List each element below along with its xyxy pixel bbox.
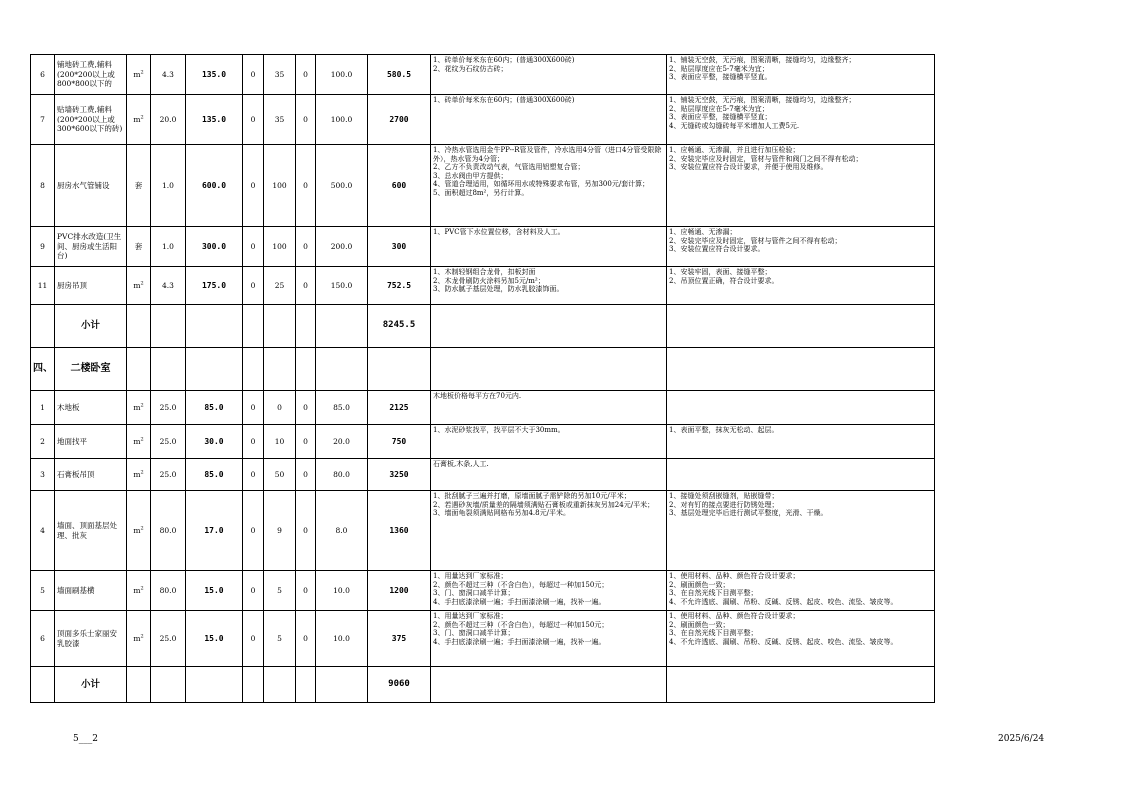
page-number: 5___2 <box>73 734 98 744</box>
item-name: PVC排水改造(卫生间、厨房或生活阳台) <box>55 227 127 267</box>
row-total: 2125 <box>368 391 431 425</box>
quantity: 25.0 <box>151 459 186 491</box>
unit: $m^2$ <box>127 425 151 459</box>
labor-cost: 8.0 <box>316 491 368 571</box>
unit: $m^2$ <box>127 95 151 145</box>
machine-cost: 0 <box>296 425 316 459</box>
item-name: 石膏板吊顶 <box>55 459 127 491</box>
table-row <box>31 425 935 459</box>
quote-table <box>30 54 935 703</box>
unit-price: 30.0 <box>186 425 243 459</box>
row-number: 8 <box>31 145 55 227</box>
unit: 套 <box>127 227 151 267</box>
unit: $m^2$ <box>127 267 151 305</box>
unit: $m^2$ <box>127 611 151 667</box>
unit-price: 15.0 <box>186 611 243 667</box>
section-number: 四、 <box>31 348 55 391</box>
material-cost: 0 <box>243 95 264 145</box>
labor-cost: 85.0 <box>316 391 368 425</box>
section-row <box>31 348 935 391</box>
item-name: 墙面刷基横 <box>55 571 127 611</box>
description: 石膏板,木条,人工. <box>431 459 667 491</box>
aux-cost: 35 <box>264 95 296 145</box>
quantity: 4.3 <box>151 55 186 95</box>
aux-cost: 10 <box>264 425 296 459</box>
item-name: 顶面多乐士家丽安乳胶漆 <box>55 611 127 667</box>
row-number: 2 <box>31 425 55 459</box>
quality-requirement <box>667 459 935 491</box>
quality-requirement: 1、接缝处须刮嵌缝剂，贴嵌缝带； 2、对有钉的接点要进行防锈处理； 3、基层处理完毕后进行测试平整度，光滑、干燥。 <box>667 491 935 571</box>
table-row <box>31 227 935 267</box>
subtotal-value: 8245.5 <box>368 305 431 348</box>
item-name: 墙面、顶面基层处理、批灰 <box>55 491 127 571</box>
row-number: 11 <box>31 267 55 305</box>
print-date: 2025/6/24 <box>998 734 1045 744</box>
labor-cost: 100.0 <box>316 55 368 95</box>
material-cost: 0 <box>243 425 264 459</box>
machine-cost: 0 <box>296 267 316 305</box>
table-row <box>31 95 935 145</box>
quantity: 80.0 <box>151 491 186 571</box>
unit-price: 300.0 <box>186 227 243 267</box>
unit: $m^2$ <box>127 491 151 571</box>
quality-requirement: 1、铺装无空鼓，无污痕，图案清晰，接缝均匀，边缘整齐； 2、贴层厚度应在5-7毫米为宜； 3、表面应平整，接缝横平竖直。 <box>667 55 935 95</box>
subtotal-row-b <box>31 667 935 703</box>
aux-cost: 9 <box>264 491 296 571</box>
table-row <box>31 611 935 667</box>
quantity: 80.0 <box>151 571 186 611</box>
description: 1、水泥砂浆找平，找平层不大于30mm。 <box>431 425 667 459</box>
quality-requirement <box>667 391 935 425</box>
unit: $m^2$ <box>127 55 151 95</box>
machine-cost: 0 <box>296 95 316 145</box>
subtotal-label: 小计 <box>55 305 127 348</box>
machine-cost: 0 <box>296 227 316 267</box>
table-row <box>31 145 935 227</box>
aux-cost: 0 <box>264 391 296 425</box>
row-total: 1200 <box>368 571 431 611</box>
material-cost: 0 <box>243 611 264 667</box>
labor-cost: 10.0 <box>316 571 368 611</box>
material-cost: 0 <box>243 391 264 425</box>
machine-cost: 0 <box>296 145 316 227</box>
description: 1、冷热水管选用金牛PP--R管及管件，冷水选用4分管（进口4分管受限除外），热水管为4分管； 2、乙方不负责改动气表，气管选用铝塑复合管； 3、总水阀由甲方提供； 4、管道合理适用，如循环用水或特殊要求布管，另加300元/套计算； 5、面积超过8m²，另行计算。 <box>431 145 667 227</box>
labor-cost: 10.0 <box>316 611 368 667</box>
row-number: 5 <box>31 571 55 611</box>
row-number: 1 <box>31 391 55 425</box>
labor-cost: 80.0 <box>316 459 368 491</box>
unit-price: 175.0 <box>186 267 243 305</box>
quality-requirement: 1、应畅通、无渗漏，并且进行加压检验； 2、安装完毕应及时固定，管材与管件和阀门之间不得有松动； 3、安装位置应符合设计要求，并便于使用及维修。 <box>667 145 935 227</box>
row-total: 750 <box>368 425 431 459</box>
material-cost: 0 <box>243 145 264 227</box>
description: 木地板价格每平方在70元内. <box>431 391 667 425</box>
machine-cost: 0 <box>296 55 316 95</box>
quality-requirement: 1、应畅通、无渗漏； 2、安装完毕应及时固定，管材与管件之间不得有松动； 3、安装位置应符合设计要求。 <box>667 227 935 267</box>
material-cost: 0 <box>243 55 264 95</box>
aux-cost: 100 <box>264 145 296 227</box>
row-number: 9 <box>31 227 55 267</box>
quantity: 25.0 <box>151 611 186 667</box>
machine-cost: 0 <box>296 491 316 571</box>
description: 1、砖单价每米东在60内；(普通300X600砖) <box>431 95 667 145</box>
material-cost: 0 <box>243 459 264 491</box>
description: 1、用量达到厂家标准； 2、颜色不超过三种（不含白色），每超过一种加150元； 3、门、窗洞口减半计算； 4、手扫底漆涂刷一遍；手扫面漆涂刷一遍，找补一遍。 <box>431 571 667 611</box>
quality-requirement: 1、表面平整，抹灰无松动、起层。 <box>667 425 935 459</box>
row-number: 4 <box>31 491 55 571</box>
item-name: 厨房水气管铺设 <box>55 145 127 227</box>
description: 1、砖单价每米东在60内；(普通300X600砖) 2、花纹为石纹仿古砖； <box>431 55 667 95</box>
table-row <box>31 55 935 95</box>
quantity: 1.0 <box>151 227 186 267</box>
material-cost: 0 <box>243 491 264 571</box>
subtotal-row-a <box>31 305 935 348</box>
aux-cost: 5 <box>264 571 296 611</box>
machine-cost: 0 <box>296 459 316 491</box>
row-total: 300 <box>368 227 431 267</box>
table-row <box>31 391 935 425</box>
quantity: 4.3 <box>151 267 186 305</box>
row-number: 6 <box>31 611 55 667</box>
quantity: 20.0 <box>151 95 186 145</box>
labor-cost: 20.0 <box>316 425 368 459</box>
aux-cost: 35 <box>264 55 296 95</box>
subtotal-value: 9060 <box>368 667 431 703</box>
row-total: 752.5 <box>368 267 431 305</box>
unit: $m^2$ <box>127 391 151 425</box>
description: 1、PVC管下水位置位移，含材料及人工。 <box>431 227 667 267</box>
item-name: 木地板 <box>55 391 127 425</box>
material-cost: 0 <box>243 267 264 305</box>
table-row <box>31 267 935 305</box>
unit-price: 85.0 <box>186 391 243 425</box>
unit: $m^2$ <box>127 459 151 491</box>
quality-requirement: 1、安装牢固，表面、接缝平整； 2、吊顶位置正确，符合设计要求。 <box>667 267 935 305</box>
machine-cost: 0 <box>296 391 316 425</box>
quantity: 1.0 <box>151 145 186 227</box>
unit-price: 15.0 <box>186 571 243 611</box>
aux-cost: 100 <box>264 227 296 267</box>
row-total: 600 <box>368 145 431 227</box>
machine-cost: 0 <box>296 571 316 611</box>
section-title: 二楼卧室 <box>55 348 127 391</box>
table-row <box>31 571 935 611</box>
material-cost: 0 <box>243 571 264 611</box>
row-number: 6 <box>31 55 55 95</box>
quantity: 25.0 <box>151 391 186 425</box>
quality-requirement: 1、使用材料、品种、颜色符合设计要求； 2、刷面颜色一致； 3、在自然光线下目测平整； 4、不允许透底、漏刷、吊粉、反碱、反锈、起皮、咬色、流坠、皱皮等。 <box>667 571 935 611</box>
description: 1、批刮腻子三遍并打磨，原墙面腻子需铲除的另加10元/平米； 2、若遇砂灰墙/质量差的隔墙须满贴石膏板或重新抹灰另加24元/平米； 3、墙面龟裂须满贴网格布另加4.8元/平米。 <box>431 491 667 571</box>
row-total: 1360 <box>368 491 431 571</box>
item-name: 厨房吊顶 <box>55 267 127 305</box>
aux-cost: 50 <box>264 459 296 491</box>
unit-price: 135.0 <box>186 95 243 145</box>
row-total: 2700 <box>368 95 431 145</box>
machine-cost: 0 <box>296 611 316 667</box>
item-name: 铺地砖工费,辅料(200*200以上或800*800以下的 <box>55 55 127 95</box>
subtotal-label: 小计 <box>55 667 127 703</box>
unit: 套 <box>127 145 151 227</box>
table-row <box>31 491 935 571</box>
labor-cost: 100.0 <box>316 95 368 145</box>
description: 1、木制轻钢组合龙骨，扣板封面 2、木龙骨刷防火涂料另加5元/m²； 3、防水腻子基层处理，防水乳胶漆饰面。 <box>431 267 667 305</box>
quality-requirement: 1、铺装无空鼓，无污痕，图案清晰，接缝均匀，边缘整齐； 2、贴层厚度应在5-7毫米为宜； 3、表面应平整，接缝横平竖直； 4、无缝砖或勾缝砖每平米增加人工费5元. <box>667 95 935 145</box>
quantity: 25.0 <box>151 425 186 459</box>
row-total: 375 <box>368 611 431 667</box>
unit-price: 17.0 <box>186 491 243 571</box>
description: 1、用量达到厂家标准； 2、颜色不超过三种（不含白色），每超过一种加150元； 3、门、窗洞口减半计算； 4、手扫底漆涂刷一遍；手扫面漆涂刷一遍，找补一遍。 <box>431 611 667 667</box>
labor-cost: 500.0 <box>316 145 368 227</box>
aux-cost: 5 <box>264 611 296 667</box>
unit-price: 85.0 <box>186 459 243 491</box>
labor-cost: 200.0 <box>316 227 368 267</box>
quality-requirement: 1、使用材料、品种、颜色符合设计要求； 2、刷面颜色一致； 3、在自然光线下目测平整； 4、不允许透底、漏刷、吊粉、反碱、反锈、起皮、咬色、流坠、皱皮等。 <box>667 611 935 667</box>
row-number: 3 <box>31 459 55 491</box>
unit-price: 600.0 <box>186 145 243 227</box>
row-total: 580.5 <box>368 55 431 95</box>
table-row <box>31 459 935 491</box>
unit-price: 135.0 <box>186 55 243 95</box>
material-cost: 0 <box>243 227 264 267</box>
unit: $m^2$ <box>127 571 151 611</box>
row-total: 3250 <box>368 459 431 491</box>
labor-cost: 150.0 <box>316 267 368 305</box>
item-name: 地面找平 <box>55 425 127 459</box>
aux-cost: 25 <box>264 267 296 305</box>
item-name: 贴墙砖工费,辅料(200*200以上或300*600以下的砖) <box>55 95 127 145</box>
row-number: 7 <box>31 95 55 145</box>
